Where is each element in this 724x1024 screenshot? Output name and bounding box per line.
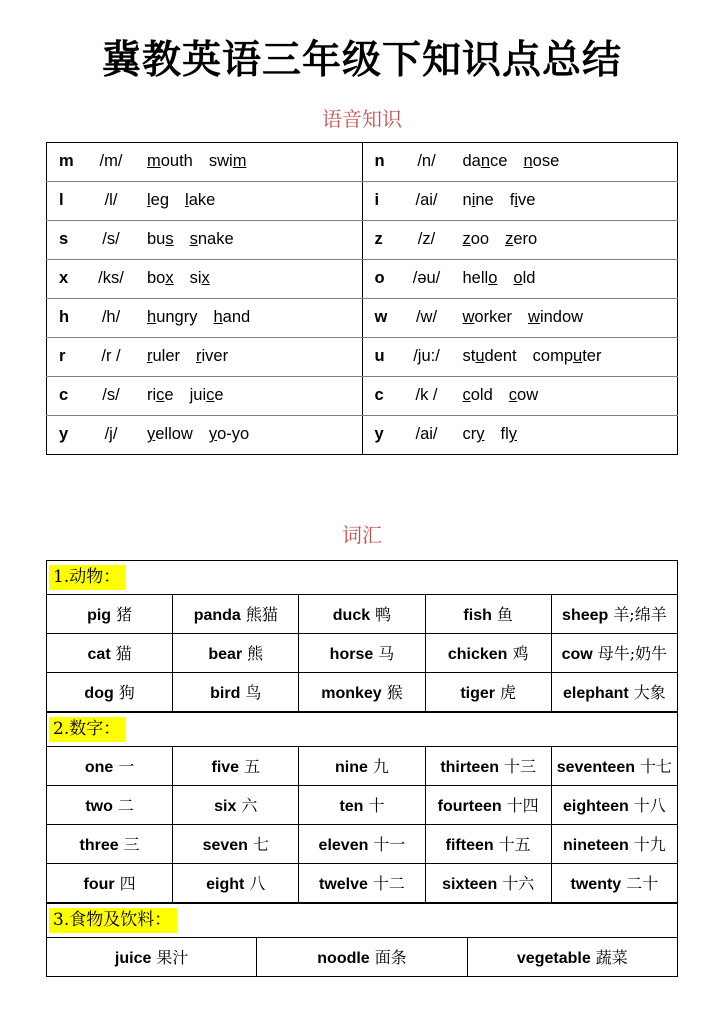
phonics-example-word: juice [189, 386, 224, 405]
vocabulary-cell [551, 824, 677, 863]
phonics-cell-left [47, 259, 363, 298]
vocabulary-cell [299, 746, 425, 785]
phonics-example-word: hungry [147, 308, 198, 327]
phonics-example-word: computer [532, 347, 602, 366]
vocabulary-word-cn: 十二 [372, 874, 405, 894]
phonics-examples [457, 308, 670, 327]
vocabulary-cell [425, 746, 551, 785]
vocabulary-word-cn: 二 [117, 796, 134, 816]
vocabulary-word-en: eight [206, 876, 245, 894]
vocabulary-word-en: five [211, 759, 240, 777]
vocabulary-cell [257, 937, 467, 976]
vocabulary-word-en: ten [339, 798, 364, 816]
vocabulary-category-cell [47, 712, 678, 746]
vocabulary-row [47, 824, 678, 863]
vocabulary-word-en: fourteen [437, 798, 502, 816]
phonics-example-word: river [196, 347, 229, 366]
vocabulary-cell [173, 824, 299, 863]
vocabulary-word-en: eleven [318, 837, 369, 855]
phonics-cell-right [362, 142, 678, 181]
vocabulary-word-en: elephant [562, 685, 629, 703]
vocabulary-cell [551, 785, 677, 824]
vocabulary-row [47, 594, 678, 633]
vocabulary-word-en: three [79, 837, 119, 855]
page-title: 冀教英语三年级下知识点总结 [101, 37, 622, 83]
phonics-example-word: nine [462, 191, 494, 210]
vocabulary-word-en: seven [202, 837, 248, 855]
vocabulary-category-row [47, 712, 678, 746]
phonics-example-word: bus [147, 230, 174, 249]
vocabulary-word-en: one [84, 759, 114, 777]
vocabulary-word-en: nineteen [562, 837, 629, 855]
vocabulary-word-cn: 果汁 [156, 948, 189, 968]
vocabulary-word-cn: 十六 [502, 874, 535, 894]
phonics-example-word: yo-yo [208, 425, 250, 444]
phonics-example-word: ruler [147, 347, 181, 366]
vocabulary-word-en: twenty [570, 876, 622, 894]
vocabulary-cell [299, 824, 425, 863]
vocabulary-word-cn: 九 [372, 757, 389, 777]
phonics-letter: h [59, 308, 70, 327]
vocabulary-cell [47, 785, 173, 824]
phonics-symbol: /n/ [417, 152, 436, 171]
phonics-example-word: leg [147, 191, 170, 210]
phonics-letter: w [374, 308, 388, 327]
phonics-symbol: /ai/ [415, 191, 438, 210]
phonics-symbol: /l/ [104, 191, 118, 210]
vocabulary-word-cn: 面条 [374, 948, 407, 968]
phonics-symbol: /ju:/ [413, 347, 440, 366]
phonics-example-word: swim [208, 152, 247, 171]
vocabulary-word-cn: 鸭 [375, 605, 392, 625]
vocabulary-word-en: noodle [317, 950, 370, 968]
vocabulary-word-cn: 蔬菜 [595, 948, 628, 968]
vocabulary-word-cn: 熊 [247, 644, 264, 664]
vocabulary-word-cn: 四 [119, 874, 136, 894]
phonics-symbol: /z/ [417, 230, 436, 249]
phonics-example-word: cold [462, 386, 493, 405]
vocabulary-word-en: fifteen [445, 837, 494, 855]
phonics-cell-left [47, 337, 363, 376]
phonics-example-word: dance [462, 152, 508, 171]
vocabulary-word-en: six [214, 798, 237, 816]
phonics-examples [141, 269, 354, 288]
vocabulary-word-en: fish [463, 607, 492, 625]
phonics-example-word: five [509, 191, 536, 210]
phonics-example-word: lake [185, 191, 216, 210]
phonics-symbol: /m/ [99, 152, 123, 171]
phonics-row [47, 181, 678, 220]
phonics-example-word: six [189, 269, 210, 288]
phonics-letter: s [59, 230, 69, 249]
vocabulary-word-cn: 猫 [115, 644, 132, 664]
vocabulary-row [47, 633, 678, 672]
phonics-letter: u [374, 347, 385, 366]
vocabulary-word-cn: 猪 [116, 605, 133, 625]
vocabulary-word-en: monkey [321, 685, 382, 703]
vocabulary-cell [47, 672, 173, 711]
vocabulary-word-cn: 鱼 [496, 605, 513, 625]
phonics-symbol: /s/ [102, 386, 120, 405]
phonics-examples [457, 386, 670, 405]
phonics-example-word: window [528, 308, 584, 327]
vocabulary-cell [47, 824, 173, 863]
phonics-letter: y [59, 425, 69, 444]
category-label: 2.数字： [49, 717, 126, 742]
vocabulary-cell [47, 594, 173, 633]
phonics-examples [141, 425, 354, 444]
phonics-cell-left [47, 220, 363, 259]
vocabulary-word-cn: 三 [123, 835, 140, 855]
phonics-letter: c [59, 386, 69, 405]
phonics-example-word: zoo [462, 230, 490, 249]
phonics-examples [141, 386, 354, 405]
phonics-cell-left [47, 298, 363, 337]
phonics-cell-right [362, 337, 678, 376]
vocabulary-word-en: seventeen [556, 759, 635, 777]
vocabulary-word-en: eighteen [562, 798, 629, 816]
phonics-letter: o [374, 269, 385, 288]
vocabulary-word-cn: 熊猫 [245, 605, 278, 625]
vocabulary-cell [173, 863, 299, 902]
vocabulary-word-en: panda [193, 607, 241, 625]
phonics-example-word: student [462, 347, 517, 366]
vocabulary-cell [551, 633, 677, 672]
vocabulary-word-en: cat [87, 646, 111, 664]
phonics-examples [457, 347, 670, 366]
phonics-letter: x [59, 269, 69, 288]
phonics-cell-left [47, 376, 363, 415]
vocabulary-word-cn: 马 [378, 644, 395, 664]
phonics-example-word: snake [189, 230, 234, 249]
vocabulary-word-cn: 十九 [633, 835, 666, 855]
vocabulary-cell [173, 672, 299, 711]
phonics-example-word: old [513, 269, 536, 288]
vocabulary-word-cn: 羊;绵羊 [613, 605, 667, 625]
vocabulary-row [47, 672, 678, 711]
phonics-examples [457, 152, 670, 171]
vocabulary-word-en: duck [332, 607, 371, 625]
vocabulary-word-cn: 六 [241, 796, 258, 816]
vocabulary-word-cn: 八 [249, 874, 266, 894]
vocabulary-word-en: pig [87, 607, 112, 625]
phonics-example-word: cry [462, 425, 485, 444]
phonics-letter: l [59, 191, 64, 210]
vocabulary-word-cn: 母牛;奶牛 [597, 644, 668, 664]
phonics-cell-right [362, 220, 678, 259]
vocabulary-word-cn: 二十 [626, 874, 659, 894]
phonics-examples [141, 347, 354, 366]
phonics-row [47, 259, 678, 298]
phonics-examples [141, 308, 354, 327]
vocabulary-word-cn: 十一 [373, 835, 406, 855]
vocabulary-cell [551, 863, 677, 902]
phonics-section-heading: 语音知识 [322, 106, 402, 131]
vocabulary-word-cn: 十 [368, 796, 385, 816]
vocabulary-cell [551, 594, 677, 633]
phonics-cell-right [362, 259, 678, 298]
vocabulary-word-cn: 狗 [118, 683, 135, 703]
phonics-row [47, 220, 678, 259]
vocabulary-word-en: dog [84, 685, 114, 703]
phonics-row [47, 376, 678, 415]
phonics-letter: z [374, 230, 383, 249]
phonics-symbol: /w/ [415, 308, 438, 327]
vocabulary-cell [551, 746, 677, 785]
phonics-example-word: fly [500, 425, 517, 444]
phonics-example-word: yellow [147, 425, 193, 444]
vocabulary-group-table [46, 712, 678, 903]
vocabulary-word-en: twelve [319, 876, 368, 894]
vocabulary-word-en: thirteen [440, 759, 499, 777]
phonics-row [47, 298, 678, 337]
vocabulary-cell [467, 937, 677, 976]
phonics-example-word: box [147, 269, 174, 288]
phonics-letter: r [59, 347, 66, 366]
phonics-cell-left [47, 415, 363, 454]
phonics-example-word: hello [462, 269, 498, 288]
vocabulary-word-cn: 虎 [499, 683, 516, 703]
phonics-cell-right [362, 376, 678, 415]
phonics-examples [457, 191, 670, 210]
vocabulary-section-heading: 词汇 [342, 522, 382, 547]
vocabulary-cell [425, 633, 551, 672]
vocabulary-row [47, 937, 678, 976]
phonics-letter: y [374, 425, 384, 444]
vocabulary-cell [173, 633, 299, 672]
vocabulary-word-cn: 猴 [386, 683, 403, 703]
phonics-examples [457, 269, 670, 288]
vocabulary-cell [47, 746, 173, 785]
category-label: 1.动物： [49, 565, 126, 590]
phonics-symbol: /əu/ [412, 269, 441, 288]
vocabulary-word-en: sheep [562, 607, 609, 625]
phonics-symbol: /ks/ [98, 269, 124, 288]
phonics-example-word: mouth [147, 152, 193, 171]
phonics-letter: c [374, 386, 384, 405]
phonics-table [46, 142, 678, 455]
vocabulary-cell [299, 863, 425, 902]
phonics-symbol: /j/ [104, 425, 118, 444]
vocabulary-word-cn: 十八 [633, 796, 666, 816]
vocabulary-category-row [47, 903, 678, 937]
phonics-row [47, 415, 678, 454]
phonics-symbol: /h/ [101, 308, 121, 327]
vocabulary-cell [299, 594, 425, 633]
vocabulary-word-cn: 十四 [506, 796, 539, 816]
vocabulary-word-cn: 十七 [640, 757, 673, 777]
vocabulary-word-en: vegetable [516, 950, 591, 968]
vocabulary-cell [47, 937, 257, 976]
phonics-examples [141, 191, 354, 210]
phonics-example-word: nose [523, 152, 560, 171]
phonics-example-word: rice [147, 386, 174, 405]
phonics-cell-right [362, 181, 678, 220]
vocabulary-cell [551, 672, 677, 711]
vocabulary-category-row [47, 560, 678, 594]
phonics-example-word: cow [508, 386, 539, 405]
phonics-example-word: hand [213, 308, 251, 327]
category-label: 3.食物及饮料： [49, 908, 177, 933]
vocabulary-word-cn: 大象 [633, 683, 666, 703]
vocabulary-groups [0, 560, 724, 977]
vocabulary-cell [425, 863, 551, 902]
vocabulary-word-cn: 五 [244, 757, 261, 777]
vocabulary-cell [425, 672, 551, 711]
vocabulary-cell [173, 746, 299, 785]
vocabulary-cell [299, 672, 425, 711]
phonics-symbol: /s/ [102, 230, 120, 249]
vocabulary-cell [173, 594, 299, 633]
vocabulary-group-table [46, 903, 678, 977]
vocabulary-word-en: four [83, 876, 115, 894]
vocabulary-word-cn: 鸡 [512, 644, 529, 664]
vocabulary-cell [425, 594, 551, 633]
vocabulary-cell [47, 633, 173, 672]
vocabulary-word-cn: 一 [118, 757, 135, 777]
vocabulary-word-en: cow [561, 646, 593, 664]
vocabulary-cell [425, 785, 551, 824]
phonics-examples [141, 152, 354, 171]
vocabulary-cell [47, 863, 173, 902]
vocabulary-word-cn: 十三 [503, 757, 536, 777]
vocabulary-word-en: juice [114, 950, 152, 968]
vocabulary-cell [425, 824, 551, 863]
vocabulary-word-en: sixteen [442, 876, 498, 894]
phonics-example-word: worker [462, 308, 513, 327]
phonics-symbol: /r / [101, 347, 121, 366]
phonics-letter: m [59, 152, 74, 171]
vocabulary-word-en: bear [208, 646, 243, 664]
phonics-letter: n [374, 152, 385, 171]
phonics-examples [457, 230, 670, 249]
phonics-cell-left [47, 181, 363, 220]
phonics-cell-left [47, 142, 363, 181]
phonics-cell-right [362, 415, 678, 454]
vocabulary-word-en: nine [335, 759, 368, 777]
vocabulary-cell [299, 633, 425, 672]
vocabulary-row [47, 785, 678, 824]
phonics-examples [141, 230, 354, 249]
phonics-row [47, 142, 678, 181]
vocabulary-word-en: chicken [447, 646, 508, 664]
vocabulary-group-table [46, 560, 678, 712]
phonics-cell-right [362, 298, 678, 337]
vocabulary-word-en: tiger [460, 685, 495, 703]
vocabulary-category-cell [47, 903, 678, 937]
phonics-symbol: /ai/ [415, 425, 438, 444]
vocabulary-word-en: horse [329, 646, 374, 664]
phonics-examples [457, 425, 670, 444]
vocabulary-word-en: two [85, 798, 113, 816]
phonics-example-word: zero [505, 230, 538, 249]
vocabulary-row [47, 863, 678, 902]
phonics-symbol: /k / [415, 386, 438, 405]
vocabulary-word-cn: 鸟 [245, 683, 262, 703]
phonics-row [47, 337, 678, 376]
phonics-letter: i [374, 191, 380, 210]
vocabulary-word-cn: 七 [252, 835, 269, 855]
vocabulary-cell [173, 785, 299, 824]
vocabulary-word-cn: 十五 [498, 835, 531, 855]
vocabulary-word-en: bird [210, 685, 241, 703]
vocabulary-row [47, 746, 678, 785]
vocabulary-cell [299, 785, 425, 824]
vocabulary-category-cell [47, 560, 678, 594]
